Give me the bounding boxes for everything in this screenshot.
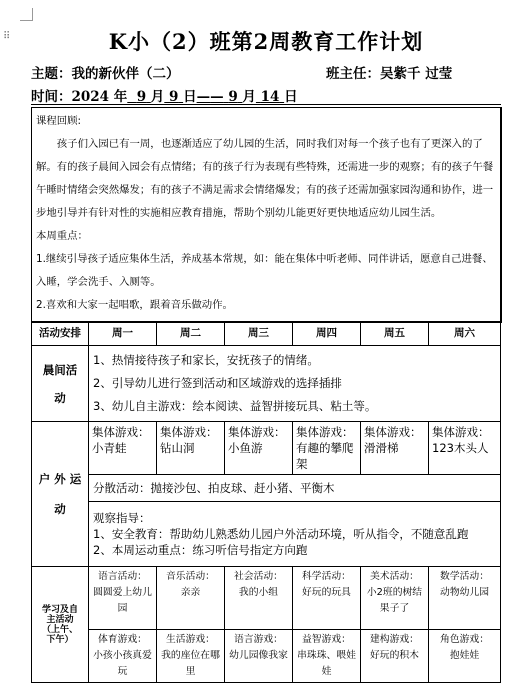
col-header-mon: 周一	[89, 322, 157, 346]
learning-row-1	[32, 567, 501, 630]
cell-text: 生活游戏：	[166, 634, 215, 645]
outdoor-game-thu	[293, 422, 361, 475]
page-title: K小（2）班第2周教育工作计划	[108, 29, 424, 54]
cell-text: 幼儿园像我家	[229, 650, 288, 661]
morning-label-line-2: 动	[54, 390, 66, 405]
learning-pm-mon	[89, 630, 157, 683]
time-start-month: 9	[136, 89, 147, 105]
cell-text: 小2班的树结果子了	[366, 587, 423, 614]
learning-label-line-3: （上午、	[41, 624, 78, 635]
day-unit: 日	[183, 89, 197, 105]
theme-label: 主题：	[31, 66, 72, 82]
morning-item-2: 2、引导幼儿进行签到活动和区域游戏的选择插排	[93, 376, 342, 390]
cell-text: 滑滑梯	[364, 441, 399, 455]
cell-text: 抱娃娃	[449, 650, 480, 661]
cell-text: 集体游戏：	[364, 425, 422, 439]
outdoor-group-row	[32, 475, 501, 502]
outdoor-game-wed	[225, 422, 293, 475]
theme-line	[31, 62, 180, 82]
cell-text: 钻山洞	[160, 441, 195, 455]
learning-pm-wed	[225, 630, 293, 683]
cell-text: 角色游戏：	[440, 634, 490, 645]
learning-label	[32, 567, 89, 683]
teacher-line	[326, 62, 452, 82]
review-text: 孩子们入园已有一周，也逐渐适应了幼儿园的生活，同时我们对每一个孩子也有了更深入的了解。有的孩子晨间入园会有点情绪；有的孩子行为表现有些特殊，还需进一步的观察；有的孩子午餐午睡时情绪会突然爆发；有的孩子不满足需求会情绪爆发；有的孩子还需加强家园沟通和协作，进一步地引导并有针对性的实施相应教育措施，帮助个别幼儿能更好更快地适应幼儿园生活。	[36, 138, 494, 219]
learning-row-2	[32, 630, 501, 683]
cell-text: 好玩的玩具	[302, 587, 351, 598]
outdoor-group-activities: 分散活动：抛接沙包、拍皮球、赶小猪、平衡木	[89, 475, 501, 502]
day-unit: 日	[284, 89, 298, 105]
cell-text: 小青蛙	[92, 441, 127, 455]
time-end-day: 14	[260, 89, 280, 105]
cell-text: 集体游戏：	[296, 425, 354, 439]
observe-item-1: 1、安全教育：帮助幼儿熟悉幼儿园户外活动环境，听从指令，不随意乱跑	[93, 527, 469, 541]
outdoor-game-fri	[361, 422, 429, 475]
time-year: 2024	[71, 89, 110, 105]
outdoor-game-tue	[157, 422, 225, 475]
cell-text: 社会活动：	[234, 571, 283, 582]
cell-text: 亲亲	[180, 587, 201, 598]
cell-text: 体育游戏：	[98, 634, 147, 645]
learning-am-wed	[225, 567, 293, 630]
learning-pm-sat	[429, 630, 501, 683]
morning-item-3: 3、幼儿自主游戏：绘本阅读、益智拼接玩具、粘土等。	[93, 399, 377, 413]
outdoor-label-line-2: 动	[54, 502, 66, 516]
col-header-sat: 周六	[429, 322, 501, 346]
learning-am-mon	[89, 567, 157, 630]
year-unit: 年	[113, 89, 128, 105]
header-divider	[31, 104, 501, 105]
learning-label-line-2: 主活动	[46, 614, 74, 625]
cell-text: 益智游戏：	[302, 634, 351, 645]
col-header-tue: 周二	[157, 322, 225, 346]
cell-text: 我的座位在哪里	[161, 650, 220, 677]
focus-item-1: 1.继续引导孩子适应集体生活，养成基本常规，如：能在集体中听老师、同伴讲话，愿意自己进餐、入睡，学会洗手、入厕等。	[36, 253, 493, 288]
outdoor-games-row	[32, 422, 501, 475]
morning-content	[89, 346, 501, 422]
cell-text: 音乐活动：	[166, 571, 215, 582]
cell-text: 数学活动：	[440, 571, 490, 582]
focus-item-2: 2.喜欢和大家一起唱歌，跟着音乐做动作。	[36, 299, 233, 311]
table-move-handle-icon[interactable]: ⠿	[3, 31, 10, 42]
time-end-month: 9	[228, 89, 238, 105]
cell-text: 集体游戏：	[432, 425, 490, 439]
cell-text: 动物幼儿园	[440, 587, 490, 598]
cell-text: 集体游戏：	[92, 425, 150, 439]
col-header-activity: 活动安排	[32, 322, 89, 346]
cell-text: 科学活动：	[302, 571, 351, 582]
teacher-value: 吴紫千 过莹	[380, 66, 453, 82]
cell-text: 建构游戏：	[370, 634, 419, 645]
time-label: 时间：	[31, 89, 72, 105]
learning-am-thu	[293, 567, 361, 630]
course-intro-cell	[32, 108, 501, 323]
cell-text: 集体游戏：	[160, 425, 218, 439]
month-unit: 月	[242, 89, 256, 105]
time-line: 时间：2024 年 9 月 9 日—— 9 月 14 日	[31, 89, 298, 105]
outdoor-game-sat	[429, 422, 501, 475]
learning-label-line-1: 学习及自	[41, 604, 78, 615]
outdoor-game-mon	[89, 422, 157, 475]
col-header-fri: 周五	[361, 322, 429, 346]
cell-text: 好玩的积木	[370, 650, 419, 661]
cell-text: 有趣的攀爬架	[296, 441, 354, 471]
outdoor-observe-row	[32, 502, 501, 567]
col-header-wed: 周三	[225, 322, 293, 346]
schedule-header-row	[32, 322, 501, 346]
learning-pm-thu	[293, 630, 361, 683]
morning-label	[32, 346, 89, 422]
learning-pm-fri	[361, 630, 429, 683]
morning-row	[32, 346, 501, 422]
cell-text: 我的小组	[238, 587, 279, 598]
cell-text: 圆圆爱上幼儿园	[93, 587, 152, 614]
learning-label-line-4: 下午）	[46, 634, 74, 645]
cell-text: 美术活动：	[370, 571, 419, 582]
month-unit: 月	[150, 89, 165, 105]
learning-am-fri	[361, 567, 429, 630]
cell-text: 123木头人	[432, 441, 489, 455]
learning-am-tue	[157, 567, 225, 630]
theme-value: 我的新伙伴（二）	[71, 66, 180, 82]
observe-item-2: 2、本周运动重点：练习听信号指定方向跑	[93, 543, 308, 557]
review-heading: 课程回顾:	[36, 115, 82, 127]
observe-title: 观察指导：	[93, 511, 151, 525]
outdoor-label-line-1: 户 外 运	[38, 472, 82, 486]
time-separator: —	[196, 89, 211, 105]
outdoor-observation	[89, 502, 501, 567]
learning-pm-tue	[157, 630, 225, 683]
cell-text: 小鱼游	[228, 441, 263, 455]
cell-text: 小孩小孩真爱玩	[93, 650, 152, 677]
learning-am-sat	[429, 567, 501, 630]
cell-text: 串珠珠、喂娃娃	[297, 650, 356, 677]
col-header-thu: 周四	[293, 322, 361, 346]
page-corner-mark	[20, 8, 33, 21]
cell-text: 语言游戏：	[234, 634, 283, 645]
outdoor-label	[32, 422, 89, 567]
time-start-day: 9	[169, 89, 179, 105]
cell-text: 集体游戏：	[228, 425, 286, 439]
plan-table	[31, 107, 502, 683]
morning-label-line-1: 晨间活	[42, 362, 78, 377]
morning-item-1: 1、热情接待孩子和家长，安抚孩子的情绪。	[93, 353, 319, 367]
teacher-label: 班主任：	[326, 66, 380, 82]
focus-heading: 本周重点：	[36, 230, 88, 242]
cell-text: 语言活动：	[98, 571, 147, 582]
